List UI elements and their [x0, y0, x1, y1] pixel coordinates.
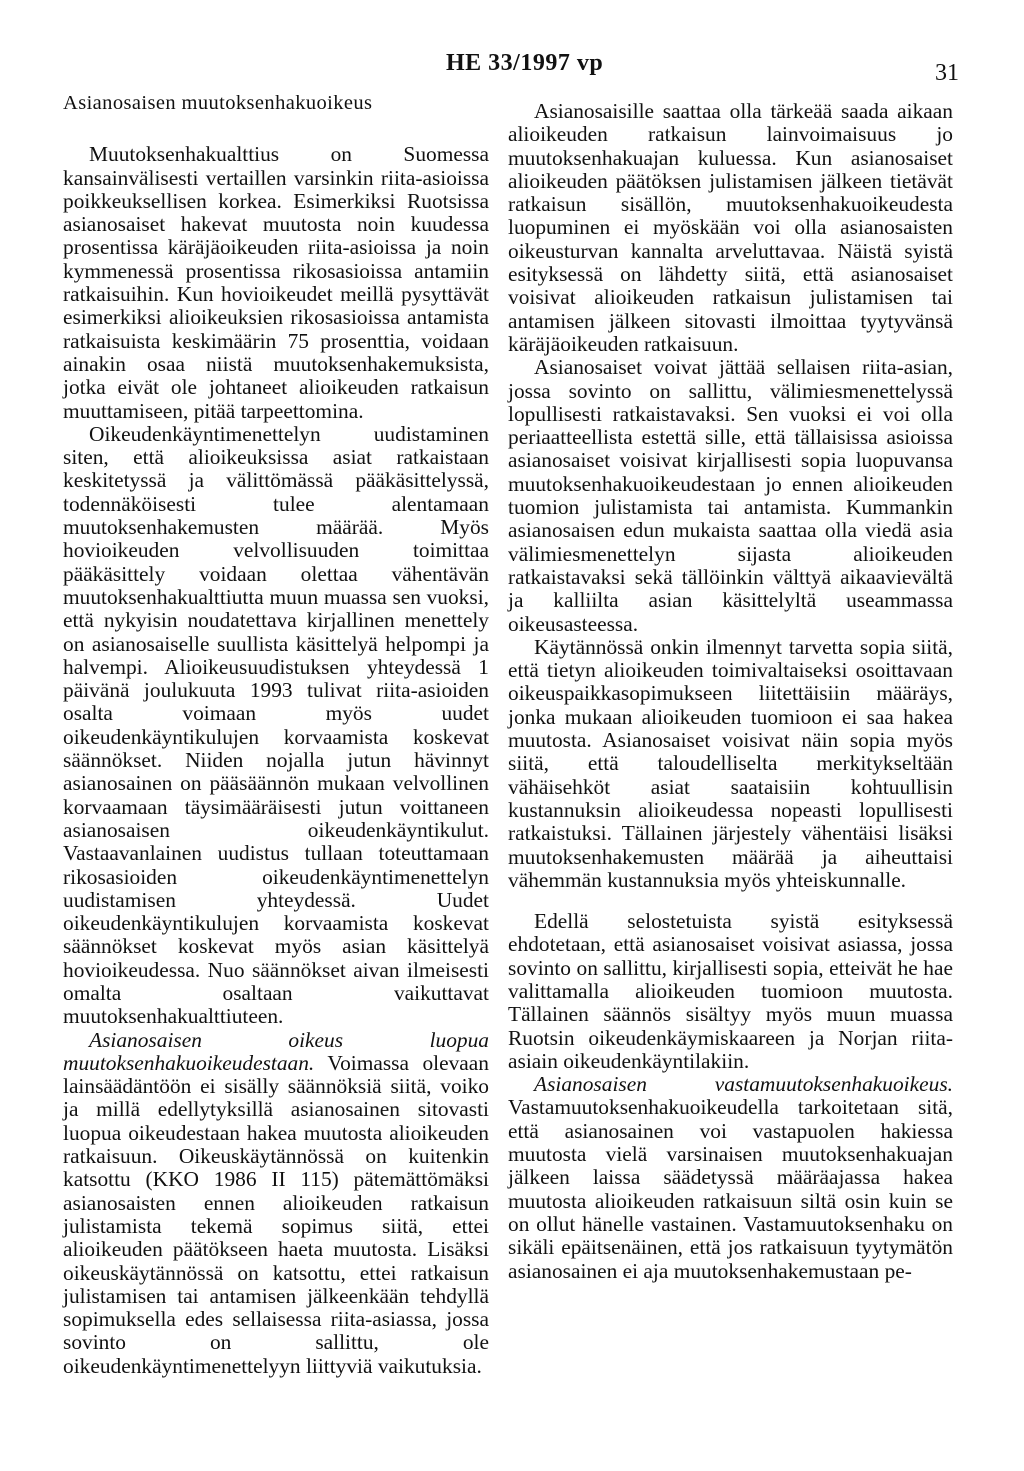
paragraph-body: Vastamuutoksenhakuoikeudella tarkoitetaan sitä, että asianosainen voi vastapuolen hakiessa muutosta vielä varsinaisen muutoksenhakuajan jälkeen laissa säädetyssä määräajassa hakea muutosta alioikeuden ratkaisuun siltä osin kuin se on ollut hänelle vastainen. Vastamuutoksenhaku on sikäli epäitsenäinen, että jos ratkaisuun tyytymätön asianosainen ei aja muutoksenhakemustaan pe- — [508, 1095, 953, 1283]
paragraph — [508, 1073, 953, 1283]
paragraph-body: Voimassa olevaan lainsäädäntöön ei sisälly säännöksiä siitä, voiko ja millä edellytyksillä asianosainen sitovasti luopua oikeudestaan hakea muutosta alioikeuden ratkaisuun. Oikeuskäytännössä on kuitenkin katsottu (KKO 1986 II 115) pätemättömäksi asianosaisten ennen alioikeuden ratkaisun julistamista tekemä sopimus siitä, ettei alioikeuden päätökseen haeta muutosta. Lisäksi oikeuskäytännössä on katsottu, ettei ratkaisun julistamisen tai antamisen jälkeenkään tehdyllä sopimuksella edes sellaisessa riita-asiassa, jossa sovinto on sallittu, ole oikeudenkäyntimenettelyyn liittyviä vaikutuksia. — [63, 1050, 489, 1378]
paragraph: Muutoksenhakualttius on Suomessa kansainvälisesti vertaillen varsinkin riita-asioissa poikkeuksellisen korkea. Esimerkiksi Ruotsissa asianosaiset hakevat muutosta noin kuudessa prosentissa käräjäoikeuden riita-asioissa ja noin kymmenessä prosentissa rikosasioissa antamiin ratkaisuihin. Kun hovioikeudet meillä pysyttävät esimerkiksi alioikeuksien rikosasioissa antamista ratkaisuista keskimäärin 75 prosenttia, voidaan ainakin osaa niistä muutoksenhakemuksista, jotka eivät ole johtaneet alioikeuden ratkaisun muuttamiseen, pitää tarpeettomina. — [63, 142, 489, 423]
document-id: HE 33/1997 vp — [446, 50, 604, 76]
paragraph: Oikeudenkäyntimenettelyn uudistaminen siten, että alioikeuksissa asiat ratkaistaan keskitetyssä ja välittömässä pääkäsittelyssä, todennäköisesti tulee alentamaan muutoksenhakemusten määrää. Myös hovioikeuden velvollisuuden toimittaa pääkäsittely voidaan olettaa vähentävän muutoksenhakualttiutta muun muassa sen vuoksi, että nykyisin noudatettava kirjallinen menettely on asianosaiselle suullista käsittelyä helpompi ja halvempi. Alioikeusuudistuksen yhteydessä 1 päivänä joulukuuta 1993 tulivat riita-asioiden osalta voimaan myös uudet oikeudenkäyntikulujen korvaamista koskevat säännökset. Niiden nojalla jutun hävinnyt asianosainen on pääsäännön mukaan velvollinen korvaamaan täysimääräisesti jutun voittaneen asianosaisen oikeudenkäyntikulut. Vastaavanlainen uudistus tullaan toteuttamaan rikosasioiden oikeudenkäyntimenettelyn uudistamisen yhteydessä. Uudet oikeudenkäyntikulujen korvaamista koskevat säännökset koskevat myös asian käsittelyä hovioikeudessa. Nuo säännökset aivan ilmeisesti omalta osaltaan vaikuttavat muutoksenhakualttiuteen. — [63, 421, 489, 1029]
section-heading: Asianosaisen muutoksenhakuoikeus — [63, 92, 373, 114]
paragraph: Asianosaiset voivat jättää sellaisen riita-asian, jossa sovinto on sallittu, välimiesmenettelyssä lopullisesti ratkaistavaksi. Sen vuoksi ei voi olla periaatteellista estettä sille, että tällaisissa asioissa asianosaiset voisivat kirjallisesti sopia luopuvansa muutoksenhakuoikeudestaan jo ennen alioikeuden tuomion julistamista tai antamista. Kummankin asianosaisen edun mukaista saattaa olla viedä asia välimiesmenettelyn sijasta alioikeuden ratkaistavaksi sekä tällöinkin välttyä aikaavievältä ja kalliilta asian käsittelyltä useammassa oikeusasteessa. — [508, 355, 953, 636]
paragraph: Edellä selostetuista syistä esityksessä ehdotetaan, että asianosaiset voisivat asiassa, jossa sovinto on sallittu, kirjallisesti sopia, etteivät he hae valittamalla alioikeuden tuomioon muutosta. Tällainen säännös sisältyy myös muun muassa Ruotsin oikeudenkäymiskaareen ja Norjan riita-asiain oikeudenkäyntilakiin. — [508, 909, 953, 1073]
page-number: 31 — [935, 60, 959, 86]
right-column — [508, 100, 953, 1283]
left-column — [63, 92, 489, 1378]
paragraph: Asianosaisille saattaa olla tärkeää saada aikaan alioikeuden ratkaisun lainvoimaisuus jo muutoksenhakuajan kuluessa. Kun asianosaiset alioikeuden päätöksen julistamisen jälkeen tietävät ratkaisun sisällön, muutoksenhakuoikeudesta luopuminen ei myöskään voi olla asianosaisten oikeusturvan kannalta arveluttavaa. Näistä syistä esityksessä on lähdetty siitä, että asianosaiset voisivat alioikeuden ratkaisun julistamisen tai antamisen jälkeen sitovasti ilmoittaa tyytyvänsä käräjäoikeuden ratkaisuun. — [508, 99, 953, 356]
subheading-italic: Asianosaisen vastamuutoksenhakuoikeus. — [534, 1072, 953, 1097]
page-header — [0, 50, 1024, 90]
subheading-italic: Asianosaisen oikeus luopua muutoksenhakuoikeudestaan. — [63, 1027, 489, 1075]
paragraph: Käytännössä onkin ilmennyt tarvetta sopia siitä, että tietyn alioikeuden toimivaltaiseksi osoittavaan oikeuspaikkasopimukseen liitettäisiin määräys, jonka mukaan alioikeuden tuomioon ei saa hakea muutosta. Asianosaiset voisivat näin sopia myös siitä, että taloudelliselta merkitykseltään vähäisehköt asiat saataisiin kohtuullisin kustannuksin alioikeudessa nopeasti lopullisesti ratkaistuksi. Tällainen järjestely vähentäisi lisäksi muutoksenhakemusten määrää ja aiheuttaisi vähemmän kustannuksia myös yhteiskunnalle. — [508, 634, 953, 892]
paragraph — [63, 1029, 489, 1378]
